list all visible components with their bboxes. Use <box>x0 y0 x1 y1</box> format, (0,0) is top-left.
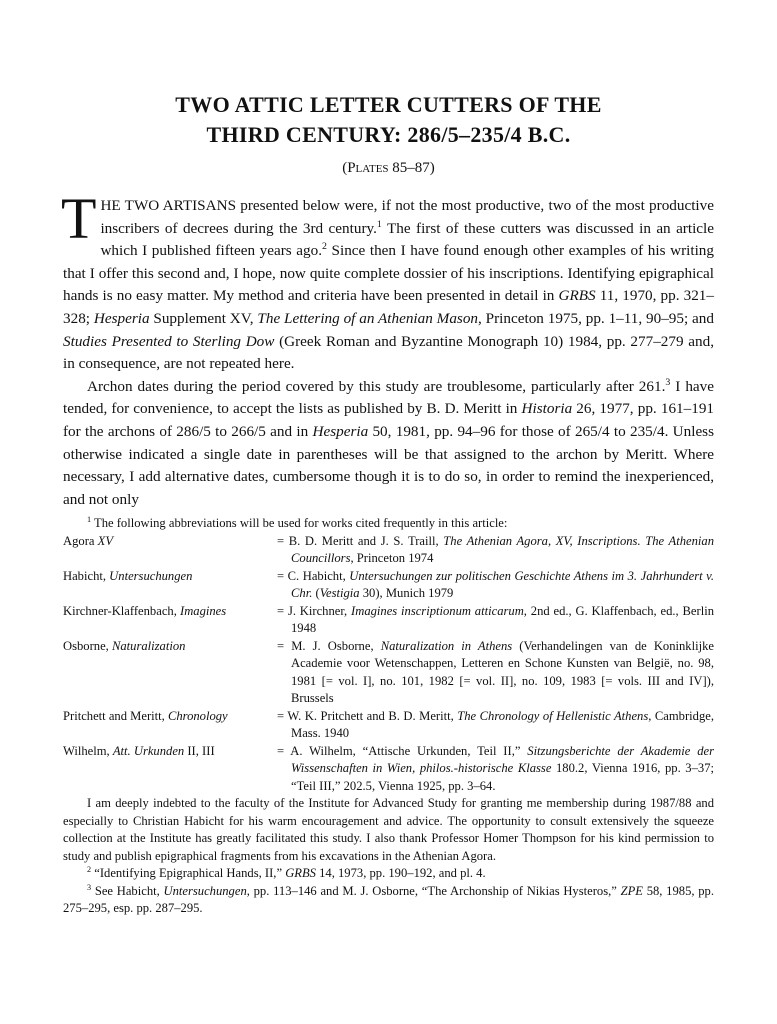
abbreviation-value: = W. K. Pritchett and B. D. Meritt, The Chronology of Hellenistic Athens, Cambridge, Mass. 1940 <box>277 708 714 741</box>
abbreviation-row <box>63 603 714 638</box>
article-page <box>63 90 714 918</box>
abbreviation-row <box>63 708 714 743</box>
abbreviation-row <box>63 638 714 708</box>
acknowledgement: I am deeply indebted to the faculty of the Institute for Advanced Study for granting me membership during 1987/88 and especially to Christian Habicht for his warm encouragement and advice. The opportunity to consult extensively the squeeze collection at the Institute has greatly facilitated this study. I also thank Professor Homer Thompson for his kind permission to study and publish epigraphical fragments from his excavations in the Athenian Agora. <box>63 796 714 863</box>
footnote-ref-1: 1 <box>376 218 382 230</box>
footnote-3: $^3$ See Habicht, Untersuchungen, pp. 113–146 and M. J. Osborne, “The Archonship of Nikias Hysteros,” ZPE 58, 1985, pp. 275–295, esp. pp. 287–295. <box>63 882 714 916</box>
footnote-1-intro: $^1$ The following abbreviations will be used for works cited frequently in this article: <box>87 515 508 531</box>
title-line-2: THIRD CENTURY: 286/5–235/4 B.C. <box>206 122 571 147</box>
title-line-1: TWO ATTIC LETTER CUTTERS OF THE <box>175 92 602 117</box>
drop-cap: T <box>61 186 97 251</box>
paragraph-1: THE TWO ARTISANS presented below were, if not the most productive, two of the most productive inscribers of decrees during the 3rd century.$^1$ The first of these cutters was discussed in an article which I published fifteen years ago.$^2$ Since then I have found enough other examples of his writing that I offer this second and, I hope, now quite complete dossier of his inscriptions. Identifying epigraphical hands is no easy matter. My method and criteria have been presented in detail in GRBS 11, 1970, pp. 321–328; Hesperia Supplement XV, The Lettering of an Athenian Mason, Princeton 1975, pp. 1–11, 90–95; and Studies Presented to Sterling Dow (Greek Roman and Byzantine Monograph 10) 1984, pp. 277–279 and, in consequence, are not repeated here. <box>61 186 715 373</box>
abbreviation-value: = M. J. Osborne, Naturalization in Athens (Verhandelingen van de Koninklijke Academie voor Wetenschappen, Letteren en Schone Kunsten van België, no. 98, 1981 [= vol. I], no. 101, 1982 [= vol. II], no. 109, 1983 [= vols. III and IV]), Brussels <box>277 638 714 706</box>
footnotes <box>63 515 714 918</box>
abbreviation-value: = A. Wilhelm, “Attische Urkunden, Teil II,” Sitzungsberichte der Akademie der Wissenschaften in Wien, philos.-historische Klasse 180.2, Vienna 1916, pp. 3–37; “Teil III,” 202.5, Vienna 1925, pp. 3–64. <box>277 743 714 793</box>
footnote-ref-2: 2 <box>322 241 327 253</box>
abbreviation-key: Kirchner-Klaffenbach, Imagines <box>63 603 227 618</box>
plates-reference: (Plates 85–87) <box>342 160 435 176</box>
abbreviation-value: = C. Habicht, Untersuchungen zur politischen Geschichte Athens im 3. Jahrhundert v. Chr. (Vestigia 30), Munich 1979 <box>277 568 714 601</box>
abbreviation-value: = B. D. Meritt and J. S. Traill, The Athenian Agora, XV, Inscriptions. The Athenian Councillors, Princeton 1974 <box>277 533 714 566</box>
abbreviation-value: = J. Kirchner, Imagines inscriptionum atticarum, 2nd ed., G. Klaffenbach, ed., Berlin 1948 <box>277 603 715 636</box>
abbreviation-key: Wilhelm, Att. Urkunden II, III <box>63 743 215 758</box>
abbreviations-table <box>63 533 714 796</box>
abbreviation-key: Habicht, Untersuchungen <box>63 568 193 583</box>
article-title <box>63 90 714 150</box>
abbreviation-key: Pritchett and Meritt, Chronology <box>63 708 228 723</box>
abbreviation-row <box>63 533 714 568</box>
footnote-2: $^2$ “Identifying Epigraphical Hands, II,” GRBS 14, 1973, pp. 190–192, and pl. 4. <box>87 865 486 881</box>
abbreviation-row <box>63 568 714 603</box>
paragraph-2: Archon dates during the period covered by this study are troublesome, particularly after 261.$^3$ I have tended, for convenience, to accept the lists as published by B. D. Meritt in Historia 26, 1977, pp. 161–191 for the archons of 286/5 to 266/5 and in Hesperia 50, 1981, pp. 94–96 for those of 265/4 to 235/4. Unless otherwise indicated a single date in parentheses will be that assigned to the archon by Meritt. Where necessary, I add alternative dates, cumbersome though it is to do so, in order to remind the inexperienced, and not only <box>63 376 715 508</box>
abbreviation-row <box>63 743 714 796</box>
abbreviation-key: Osborne, Naturalization <box>63 638 186 653</box>
abbreviation-key: Agora XV <box>63 533 114 548</box>
footnote-ref-3: 3 <box>665 376 671 388</box>
